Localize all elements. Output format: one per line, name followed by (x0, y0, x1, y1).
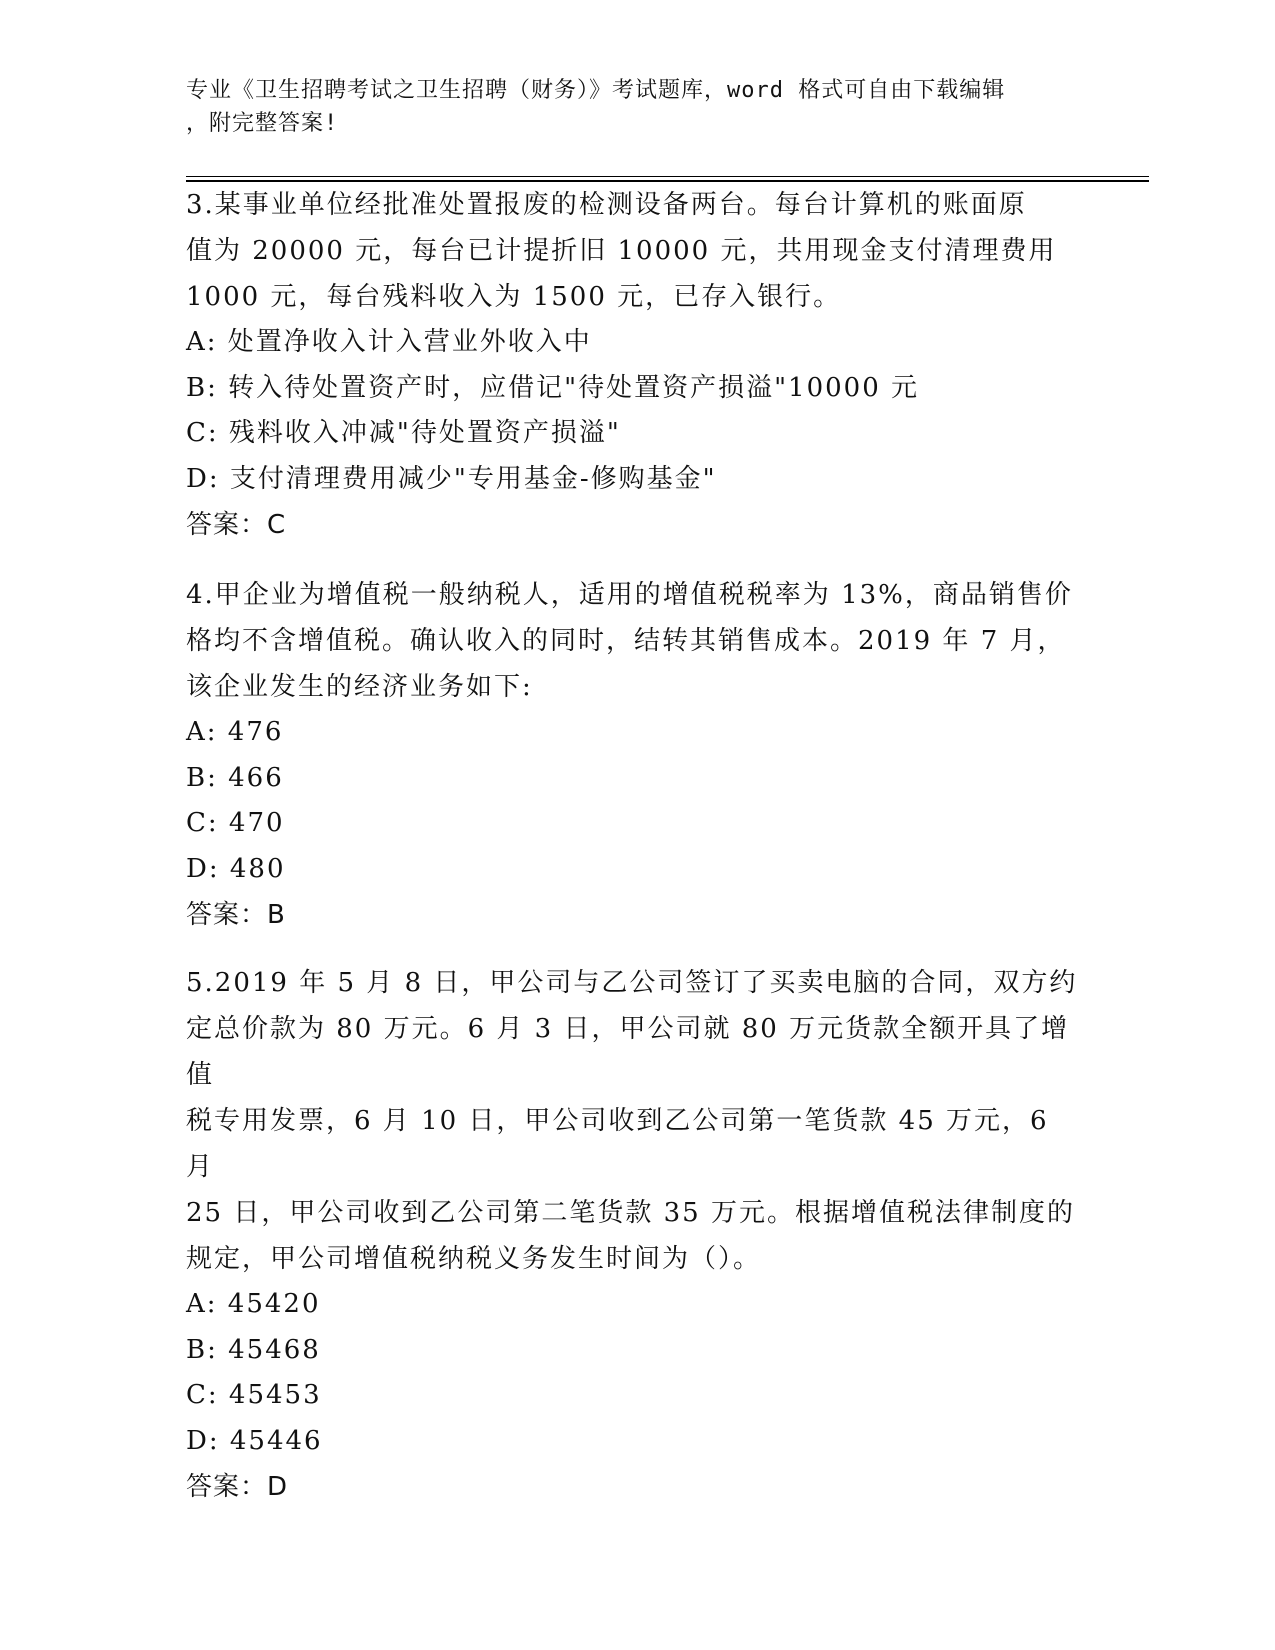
header-line-1: 专业《卫生招聘考试之卫生招聘（财务）》考试题库，word 格式可自由下载编辑 (186, 78, 1006, 103)
question-5-line: 5.2019 年 5 月 8 日，甲公司与乙公司签订了买卖电脑的合同，双方约 (186, 968, 1078, 998)
question-5 (186, 960, 1086, 1510)
option-b: B: 45468 (186, 1334, 321, 1365)
option-d: D: 45446 (186, 1425, 323, 1456)
option-a: A: 45420 (186, 1289, 321, 1319)
option-c: C: 残料收入冲减"待处置资产损溢" (186, 418, 621, 448)
option-b: B: 466 (186, 762, 284, 793)
option-b: B: 转入待处置资产时，应借记"待处置资产损溢"10000 元 (186, 372, 920, 403)
question-3-line: 1000 元，每台残料收入为 1500 元，已存入银行。 (186, 282, 842, 312)
question-5-text (186, 960, 1086, 1282)
question-3-text (186, 182, 1086, 320)
option-d: D: 480 (186, 853, 286, 884)
option-d: D: 支付清理费用减少"专用基金-修购基金" (186, 463, 717, 494)
header-divider-thin (186, 176, 1149, 177)
question-3-line: 3.某事业单位经批准处置报废的检测设备两台。每台计算机的账面原 (186, 190, 1027, 220)
question-4-line: 格均不含增值税。确认收入的同时，结转其销售成本。2019 年 7 月， (186, 626, 1066, 656)
question-5-line: 25 日，甲公司收到乙公司第二笔货款 35 万元。根据增值税法律制度的 (186, 1198, 1075, 1228)
question-4 (186, 572, 1086, 938)
question-3 (186, 182, 1086, 548)
question-5-line: 规定，甲公司增值税纳税义务发生时间为（）。 (186, 1244, 762, 1274)
question-5-line: 税专用发票，6 月 10 日，甲公司收到乙公司第一笔货款 45 万元，6 月 (186, 1106, 1049, 1182)
document-header (186, 74, 1066, 140)
question-4-line: 4.甲企业为增值税一般纳税人，适用的增值税税率为 13%，商品销售价 (186, 580, 1073, 610)
header-line-2: ，附完整答案! (186, 111, 339, 136)
question-4-text (186, 572, 1086, 710)
question-5-line: 定总价款为 80 万元。6 月 3 日，甲公司就 80 万元货款全额开具了增值 (186, 1014, 1070, 1090)
option-c: C: 470 (186, 808, 285, 838)
option-c: C: 45453 (186, 1380, 322, 1410)
option-a: A: 处置净收入计入营业外收入中 (186, 327, 592, 357)
answer: 答案：C (186, 510, 287, 540)
option-a: A: 476 (186, 717, 284, 747)
answer: 答案：B (186, 900, 286, 930)
question-4-line: 该企业发生的经济业务如下: (186, 672, 533, 702)
question-3-line: 值为 20000 元，每台已计提折旧 10000 元，共用现金支付清理费用 (186, 236, 1057, 266)
answer: 答案：D (186, 1472, 289, 1502)
